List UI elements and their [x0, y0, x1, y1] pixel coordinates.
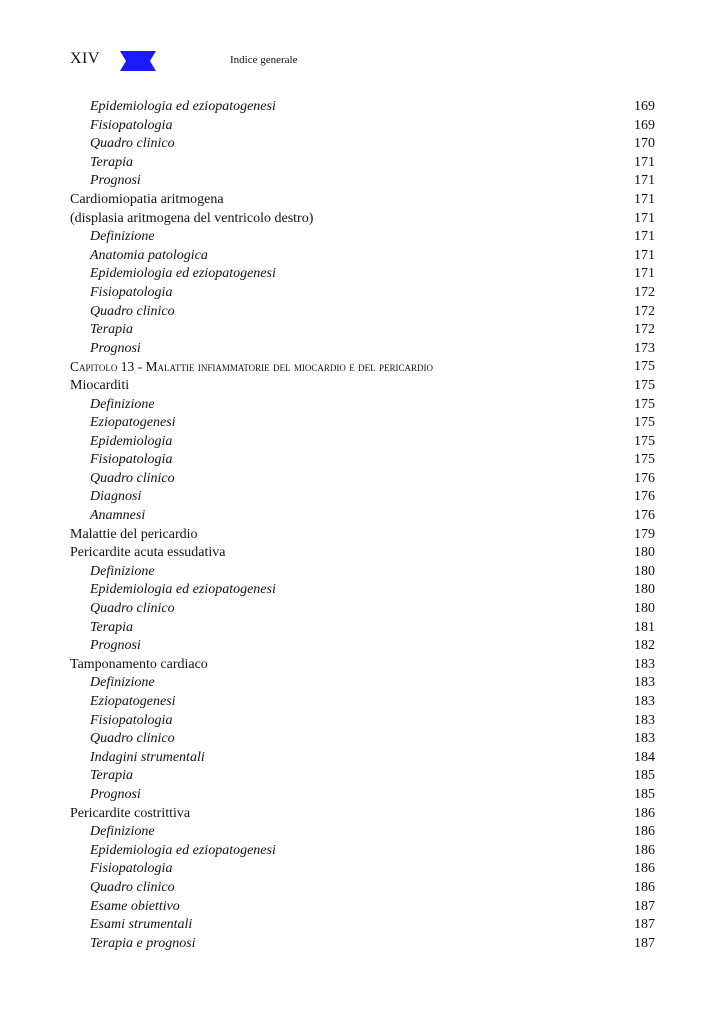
toc-entry[interactable] [70, 544, 655, 563]
toc-subentry[interactable] [70, 637, 655, 656]
toc-entry-page: 185 [634, 786, 655, 802]
toc-entry-label: Prognosi [90, 173, 141, 189]
toc-subentry[interactable] [70, 284, 655, 303]
toc-entry-label: Fisiopatologia [90, 712, 173, 728]
toc-entry-label: Quadro clinico [90, 303, 175, 319]
toc-entry-label: Definizione [90, 824, 155, 840]
toc-entry-page: 187 [634, 917, 655, 933]
toc-entry-label: Epidemiologia ed eziopatogenesi [90, 99, 276, 114]
toc-entry-page: 180 [634, 563, 655, 579]
toc-entry-label: Prognosi [90, 638, 141, 654]
toc-entry-label: Anatomia patologica [90, 247, 208, 263]
toc-entry-label: Terapia e prognosi [90, 935, 196, 951]
toc-entry-page: 187 [634, 898, 655, 914]
toc-entry-page: 171 [634, 191, 655, 207]
toc-entry[interactable] [70, 656, 655, 675]
section-title: Indice generale [230, 54, 298, 66]
toc-entry-page: 180 [634, 545, 655, 561]
toc-entry-page: 171 [634, 266, 655, 282]
toc-entry-page: 183 [634, 656, 655, 672]
toc-subentry[interactable] [70, 767, 655, 786]
toc-entry-page: 180 [634, 601, 655, 617]
toc-subentry[interactable] [70, 98, 655, 117]
toc-entry-label: Prognosi [90, 340, 141, 356]
toc-entry-page: 179 [634, 526, 655, 542]
toc-entry-label: Terapia [90, 619, 134, 635]
toc-entry-page: 185 [634, 768, 655, 784]
toc-subentry[interactable] [70, 265, 655, 284]
toc-entry-label: Eziopatogenesi [90, 415, 176, 431]
toc-subentry[interactable] [70, 321, 655, 340]
toc-subentry[interactable] [70, 117, 655, 136]
toc-entry-label: Epidemiologia ed eziopatogenesi [90, 582, 276, 598]
toc-entry-page: 186 [634, 842, 655, 858]
toc-entry-page: 186 [634, 879, 655, 895]
toc-entry[interactable] [70, 377, 655, 396]
toc-entry-page: 170 [634, 136, 655, 152]
toc-subentry[interactable] [70, 842, 655, 861]
toc-chapter-entry[interactable] [70, 358, 655, 377]
toc-entry-label: Capitolo 13 - Malattie infiammatorie del miocardio e del pericardio [70, 359, 434, 375]
toc-entry-page: 175 [634, 433, 655, 449]
toc-subentry[interactable] [70, 600, 655, 619]
toc-entry-page: 187 [634, 935, 655, 951]
toc-subentry[interactable] [70, 749, 655, 768]
toc-entry-page: 175 [634, 452, 655, 468]
toc-subentry[interactable] [70, 172, 655, 191]
toc-entry-label: Miocarditi [70, 377, 130, 393]
toc-entry-label: Pericardite costrittiva [70, 805, 191, 821]
toc-entry-page: 169 [634, 99, 655, 114]
toc-entry-label: Epidemiologia [90, 433, 173, 449]
toc-entry-label: Eziopatogenesi [90, 694, 176, 709]
toc-entry-page: 181 [634, 619, 655, 635]
toc-subentry[interactable] [70, 619, 655, 638]
toc-entry[interactable] [70, 191, 655, 210]
toc-entry-label: Pericardite acuta essudativa [70, 545, 226, 561]
toc-entry-page: 186 [634, 805, 655, 821]
toc-entry-label: Esami strumentali [90, 917, 193, 933]
toc-subentry[interactable] [70, 135, 655, 154]
toc-subentry[interactable] [70, 470, 655, 489]
toc-entry-label: Terapia [90, 154, 134, 170]
toc-entry-label: Epidemiologia ed eziopatogenesi [90, 842, 276, 858]
toc-entry-page: 171 [634, 210, 655, 226]
toc-entry-page: 173 [634, 340, 655, 356]
toc-entry-page: 176 [634, 470, 655, 486]
toc-entry-label: Definizione [90, 563, 155, 579]
toc-subentry[interactable] [70, 228, 655, 247]
toc-subentry[interactable] [70, 786, 655, 805]
toc-entry-page: 171 [634, 154, 655, 170]
toc-subentry[interactable] [70, 451, 655, 470]
toc-subentry[interactable] [70, 507, 655, 526]
toc-entry-label: Epidemiologia ed eziopatogenesi [90, 266, 276, 282]
toc-entry-label: (displasia aritmogena del ventricolo destro) [70, 210, 314, 226]
toc-subentry[interactable] [70, 154, 655, 173]
toc-entry-page: 175 [634, 415, 655, 431]
toc-entry-label: Cardiomiopatia aritmogena [70, 191, 224, 207]
table-of-contents [70, 98, 655, 953]
toc-entry-page: 183 [634, 731, 655, 747]
toc-entry[interactable] [70, 210, 655, 229]
toc-subentry[interactable] [70, 935, 655, 954]
toc-entry-label: Malattie del pericardio [70, 526, 198, 542]
toc-entry-page: 171 [634, 173, 655, 189]
toc-entry-label: Definizione [90, 675, 155, 691]
page-number: XIV [70, 50, 100, 67]
toc-entry-label: Quadro clinico [90, 470, 175, 486]
toc-subentry[interactable] [70, 247, 655, 266]
page-header [70, 50, 370, 72]
toc-entry-page: 176 [634, 508, 655, 524]
toc-entry-label: Quadro clinico [90, 731, 175, 747]
toc-entry-label: Fisiopatologia [90, 284, 173, 300]
toc-entry-label: Fisiopatologia [90, 861, 173, 877]
toc-entry-label: Definizione [90, 229, 155, 245]
toc-subentry[interactable] [70, 488, 655, 507]
toc-entry-page: 186 [634, 824, 655, 840]
toc-entry-page: 169 [634, 117, 655, 133]
toc-entry-label: Indagini strumentali [90, 749, 205, 765]
toc-subentry[interactable] [70, 823, 655, 842]
toc-subentry[interactable] [70, 916, 655, 935]
toc-entry-label: Anamnesi [90, 508, 146, 524]
toc-subentry[interactable] [70, 898, 655, 917]
toc-entry-page: 176 [634, 489, 655, 505]
toc-subentry[interactable] [70, 303, 655, 322]
blue-flag-icon [120, 51, 156, 71]
toc-entry-page: 172 [634, 303, 655, 319]
toc-entry-page: 175 [634, 359, 655, 375]
toc-entry-page: 183 [634, 694, 655, 709]
toc-entry-label: Quadro clinico [90, 136, 175, 152]
toc-subentry[interactable] [70, 693, 655, 712]
toc-subentry[interactable] [70, 414, 655, 433]
toc-entry-label: Quadro clinico [90, 879, 175, 895]
toc-entry-label: Quadro clinico [90, 601, 175, 617]
toc-entry-label: Definizione [90, 396, 155, 412]
toc-entry-label: Esame obiettivo [90, 898, 180, 914]
toc-entry-page: 172 [634, 284, 655, 300]
toc-entry-label: Tamponamento cardiaco [70, 656, 208, 672]
toc-entry-page: 171 [634, 229, 655, 245]
toc-entry-page: 180 [634, 582, 655, 598]
toc-entry-label: Fisiopatologia [90, 117, 173, 133]
toc-entry-label: Terapia [90, 768, 134, 784]
toc-entry-page: 183 [634, 675, 655, 691]
toc-subentry[interactable] [70, 340, 655, 359]
toc-subentry[interactable] [70, 563, 655, 582]
toc-entry[interactable] [70, 805, 655, 824]
toc-entry-label: Diagnosi [90, 489, 142, 505]
toc-subentry[interactable] [70, 860, 655, 879]
toc-entry-label: Terapia [90, 322, 134, 338]
toc-entry-page: 175 [634, 396, 655, 412]
toc-subentry[interactable] [70, 730, 655, 749]
toc-entry-page: 184 [634, 749, 655, 765]
toc-subentry[interactable] [70, 879, 655, 898]
toc-entry-page: 171 [634, 247, 655, 263]
toc-entry-page: 172 [634, 322, 655, 338]
toc-subentry[interactable] [70, 433, 655, 452]
toc-entry[interactable] [70, 526, 655, 545]
toc-entry-page: 183 [634, 712, 655, 728]
toc-entry-page: 175 [634, 377, 655, 393]
toc-subentry[interactable] [70, 396, 655, 415]
toc-entry-page: 186 [634, 861, 655, 877]
toc-entry-label: Prognosi [90, 786, 141, 802]
toc-subentry[interactable] [70, 674, 655, 693]
toc-subentry[interactable] [70, 712, 655, 731]
toc-entry-label: Fisiopatologia [90, 452, 173, 468]
toc-subentry[interactable] [70, 581, 655, 600]
toc-entry-page: 182 [634, 638, 655, 654]
